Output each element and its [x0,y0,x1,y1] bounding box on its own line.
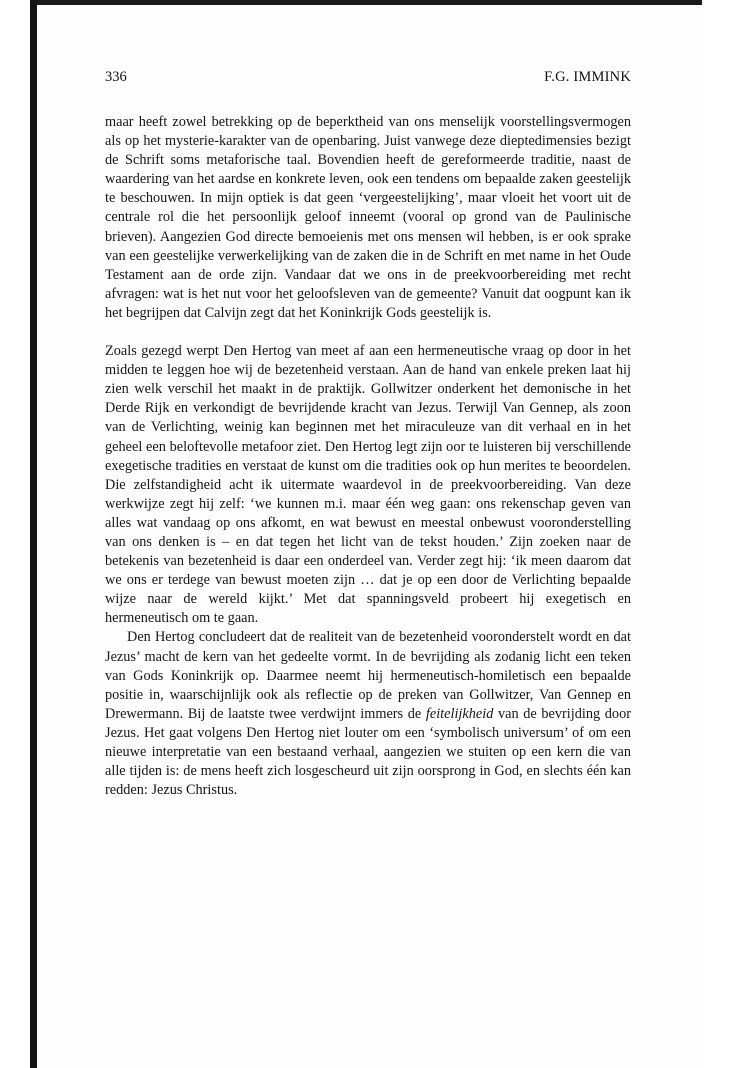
page-number: 336 [105,69,127,85]
paragraph-1: maar heeft zowel betrekking op de beperktheid van ons menselijk voorstellingsvermogen als op het mysterie-karakter van de openbaring. Juist vanwege deze dieptedimensies bezigt de Schrift soms metaforische taal. Bovendien heeft de gereformeerde traditie, naast de waardering van het aardse en konkrete leven, ook een tendens om bepaalde zaken geestelijk te beschouwen. In mijn optiek is dat geen ‘vergeestelijking’, maar vloeit het voort uit de centrale rol die het persoonlijk geloof inneemt (vooral op grond van de Paulinische brieven). Aangezien God directe bemoeienis met ons mensen wil hebben, is er ook sprake van een geestelijke verwerkelijking van de zaken die in de Schrift en met name in het Oude Testament aan de orde zijn. Vandaar dat we ons in de preekvoorbereiding met recht afvragen: wat is het nut voor het geloofsleven van de gemeente? Vanuit dat oogpunt kan ik het begrijpen dat Calvijn zegt dat het Koninkrijk Gods geestelijk is. [105,114,631,321]
paragraph-3 [105,628,631,800]
emphasis-feitelijkheid: feitelijkheid [425,705,494,722]
running-head-author: F.G. IMMINK [544,69,631,85]
paragraph-3-start: Den Hertog concludeert dat de realiteit van de bezetenheid vooronderstelt wordt en dat Jezus’ macht de kern van het gedeelte vormt. In de bevrijding als zodanig licht een teken van Gods Koninkrijk op. Daarmee neemt hij hermeneutisch-homiletisch een bepaalde positie in, waarschijnlijk ook als reflectie op de preken van Gollwitzer, Van Gennep en Drewermann. Bij de laatste twee verdwijnt immers de [105,629,631,722]
scan-border-left [30,0,37,1068]
running-head [105,69,631,89]
paragraph-2: Zoals gezegd werpt Den Hertog van meet af aan een hermeneutische vraag op door in het midden te leggen hoe wij de bezetenheid verstaan. Aan de hand van enkele preken laat hij zien welk verschil het maakt in de praktijk. Gollwitzer onderkent het demonische in het Derde Rijk en verkondigt de bevrijdende kracht van Jezus. Terwijl Van Gennep, als zoon van de Verlichting, weinig kan beginnen met het miraculeuze van dit verhaal en in het geheel een beloftevolle metafoor ziet. Den Hertog legt zijn oor te luisteren bij verschillende exegetische tradities en verstaat de kunst om die tradities ook op hun merites te beoordelen. Die zelfstandigheid acht ik uitermate waardevol in de preekvoorbereiding. Van deze werkwijze zegt hij zelf: ‘we kunnen m.i. maar één weg gaan: ons rekenschap geven van alles wat vandaag op ons afkomt, en wat bewust en meestal onbewust vooronderstelling van ons denken is – en dat tegen het licht van de tekst houden.’ Zijn zoeken naar de betekenis van bezetenheid is daar een onderdeel van. Verder zegt hij: ‘ik meen daarom dat we ons er terdege van bewust moeten zijn … dat je op een door de Verlichting bepaalde wijze naar de wereld kijkt.’ Met dat spanningsveld probeert hij exegetisch en hermeneutisch om te gaan. [105,343,631,627]
body-text [105,113,631,800]
paragraph-3-end: van de bevrijding door Jezus. Het gaat volgens Den Hertog niet louter om een ‘symbolisch universum’ of om een nieuwe interpretatie van een bestaand verhaal, aangezien we stuiten op een kern die van alle tijden is: de mens heeft zich losgescheurd uit zijn oorsprong in God, en slechts één kan redden: Jezus Christus. [105,705,631,799]
